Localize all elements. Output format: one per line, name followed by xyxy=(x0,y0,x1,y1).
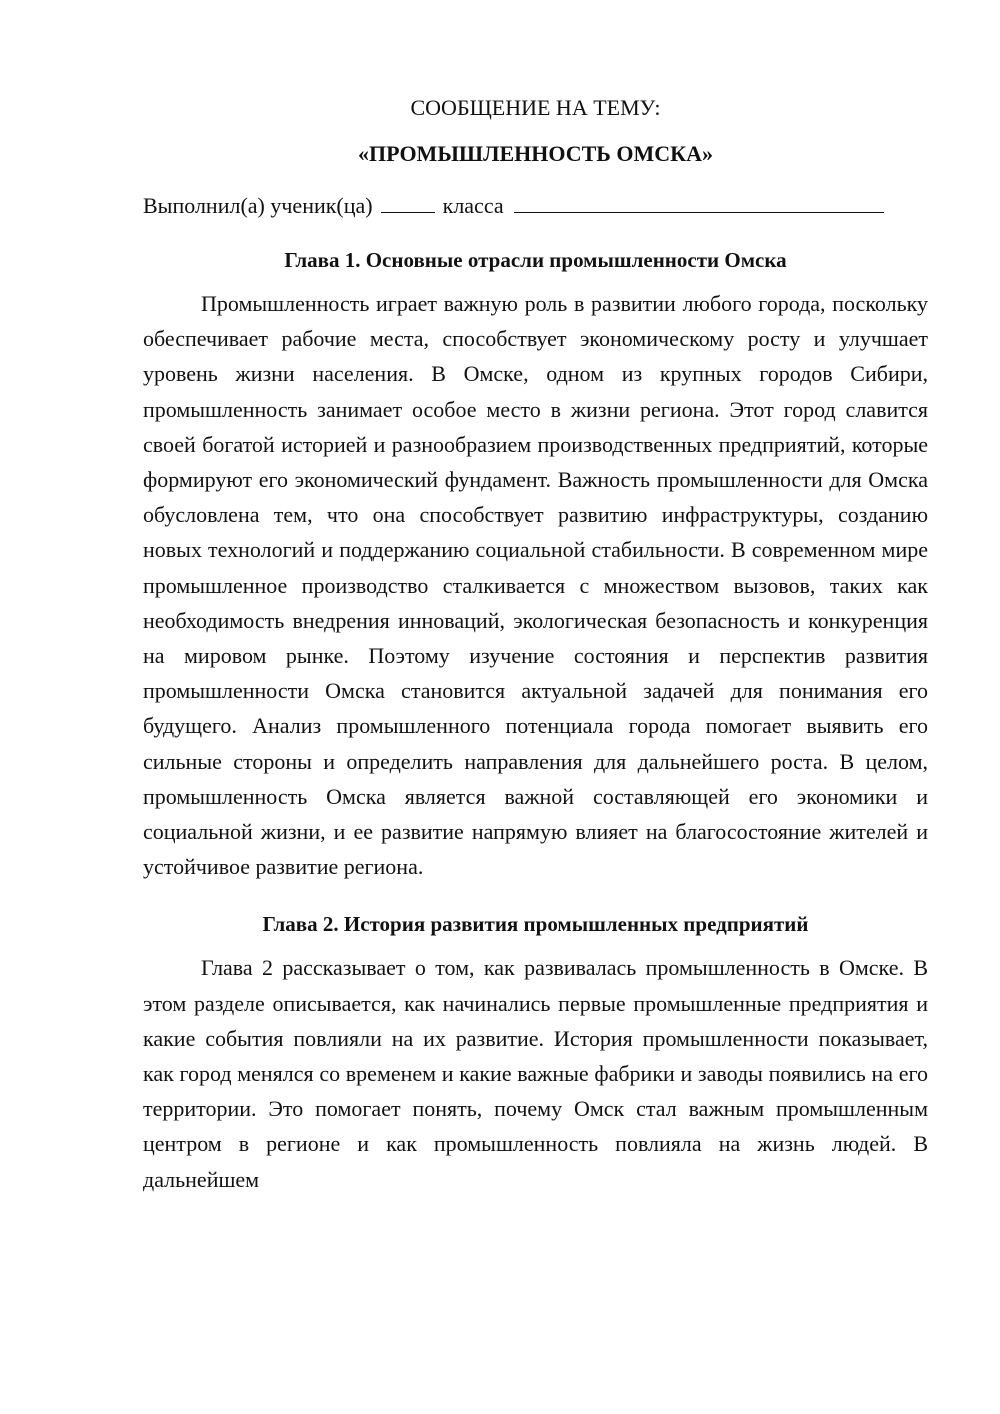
grade-blank-field xyxy=(381,192,435,213)
chapter-2-heading: Глава 2. История развития промышленных предприятий xyxy=(262,912,809,937)
chapter-2-paragraph: Глава 2 рассказывает о том, как развивалась промышленность в Омске. В этом разделе описывается, как начинались первые промышленные предприятия и какие события повлияли на их развитие. История промышленности показывает, как город менялся со временем и какие важные фабрики и заводы появились на его территории. Это помогает понять, почему Омск стал важным промышленным центром в регионе и как промышленность повлияла на жизнь людей. В дальнейшем xyxy=(143,955,928,1192)
author-line xyxy=(143,190,928,222)
chapter-1-paragraph: Промышленность играет важную роль в развитии любого города, поскольку обеспечивает рабочие места, способствует экономическому росту и улучшает уровень жизни населения. В Омске, одном из крупных городов Сибири, промышленность занимает особое место в жизни региона. Этот город славится своей богатой историей и разнообразием производственных предприятий, которые формируют его экономический фундамент. Важность промышленности для Омска обусловлена тем, что она способствует развитию инфраструктуры, созданию новых технологий и поддержанию социальной стабильности. В современном мире промышленное производство сталкивается с множеством вызовов, таких как необходимость внедрения инноваций, экологическая безопасность и конкуренция на мировом рынке. Поэтому изучение состояния и перспектив развития промышленности Омска становится актуальной задачей для понимания его будущего. Анализ промышленного потенциала города помогает выявить его сильные стороны и определить направления для дальнейшего роста. В целом, промышленность Омска является важной составляющей его экономики и социальной жизни, и ее развитие напрямую влияет на благосостояние жителей и устойчивое развитие региона. xyxy=(143,291,928,880)
document-content xyxy=(143,92,928,1197)
author-prefix: Выполнил(а) ученик(ца) xyxy=(143,193,373,218)
chapter-1-heading: Глава 1. Основные отрасли промышленности Омска xyxy=(284,248,787,272)
document-title-line-2: «ПРОМЫШЛЕННОСТЬ ОМСКА» xyxy=(358,141,713,166)
document-title-line-1: СООБЩЕНИЕ НА ТЕМУ: xyxy=(410,95,661,120)
class-blank-field xyxy=(514,192,884,213)
class-label: класса xyxy=(442,193,504,218)
